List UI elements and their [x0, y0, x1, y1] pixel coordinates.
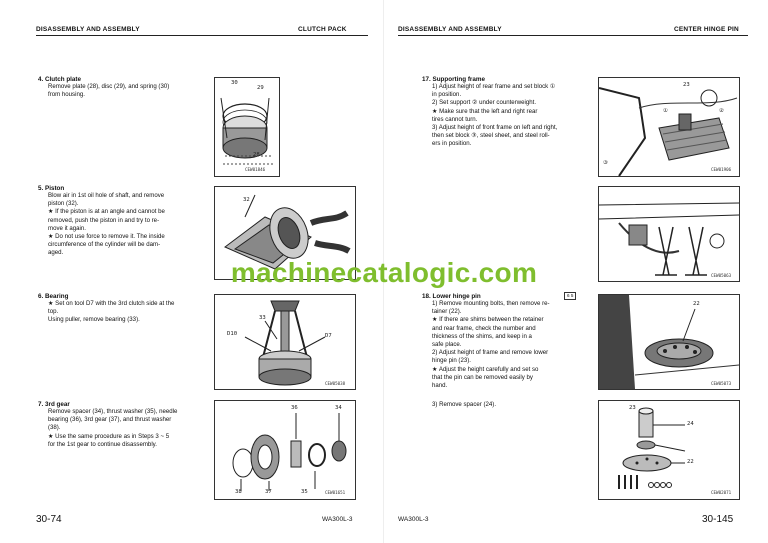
figure-caption: CEW05063: [711, 273, 732, 278]
part-label: 24: [687, 421, 694, 427]
figure-spacer: [598, 400, 740, 500]
step-text: Blow air in 1st oil hole of shaft, and remove piston (32). ★ If the piston is at an angle and cannot be removed, push the piston in and try to re- move it again. ★ Do not use force to remove it. The inside circumference of the cylinder will be dam- aged.: [48, 192, 165, 257]
page-number: 30-74: [36, 514, 62, 525]
figure-clutch-plate: [214, 77, 280, 177]
part-label: 32: [243, 197, 250, 203]
step-text: 1) Adjust height of rear frame and set block ① in position. 2) Set support ② under counterweight. ★ Make sure that the left and right rear tires cannot turn. 3) Adjust height of front frame on left and right, then set block ③, steel sheet, and steel roll- ers in position.: [432, 83, 558, 148]
figure-caption: CEW01846: [245, 167, 266, 172]
part-label: 22: [693, 301, 700, 307]
part-label: ②: [719, 108, 725, 114]
figure-caption: CEW01906: [711, 167, 732, 172]
section-header: DISASSEMBLY AND ASSEMBLY: [36, 26, 140, 33]
figure-lower-hinge-pin: [598, 294, 740, 390]
figure-caption: CEW02071: [711, 490, 732, 495]
part-label: 34: [335, 405, 342, 411]
figure-caption: CEW01651: [325, 490, 346, 495]
chapter-header: CENTER HINGE PIN: [674, 26, 739, 33]
step-text: 3) Remove spacer (24).: [432, 401, 497, 408]
step-text: Remove plate (28), disc (29), and spring (30) from housing.: [48, 83, 170, 99]
step-title: 7. 3rd gear: [38, 401, 70, 408]
figure-caption: CEW05038: [325, 381, 346, 386]
section-header: DISASSEMBLY AND ASSEMBLY: [398, 26, 502, 33]
part-label: D7: [325, 333, 332, 339]
step-title: 18. Lower hinge pin: [422, 293, 481, 300]
header-rule: [36, 35, 368, 36]
page-number: 30-145: [702, 514, 734, 525]
part-label: 23: [629, 405, 636, 411]
model-number: WA300L-3: [398, 516, 429, 523]
part-label: 28: [253, 152, 260, 158]
part-label: ③: [603, 160, 609, 166]
step-text: ★ Set on tool D7 with the 3rd clutch side at the top. Using puller, remove bearing (33).: [48, 300, 175, 324]
step-title: 6. Bearing: [38, 293, 69, 300]
part-label: 22: [687, 459, 694, 465]
step-title: 17. Supporting frame: [422, 76, 485, 83]
watermark: machinecatalogic.com: [230, 257, 538, 288]
step-title: 4. Clutch plate: [38, 76, 82, 83]
figure-supporting-frame: [598, 77, 740, 177]
model-number: WA300L-3: [322, 516, 353, 523]
part-label: 23: [683, 82, 690, 88]
part-label: 37: [265, 489, 272, 495]
header-rule: [398, 35, 748, 36]
step-title: 5. Piston: [38, 185, 65, 192]
step-text: Remove spacer (34), thrust washer (35), needle bearing (36), 3rd gear (37), and thrust washer (38). ★ Use the same procedure as in Steps 3 ~ 5 for the 1st gear to continue disassembly.: [48, 408, 178, 448]
figure-3rd-gear: [214, 400, 356, 500]
part-label: 36: [291, 405, 298, 411]
step-text: 1) Remove mounting bolts, then remove re- tainer (22). ★ If there are shims between the retainer and rear frame, check the number and thickness of the shims, and keep in a safe place. 2) Adjust height of frame and remove lower hinge pin (23). ★ Adjust the height carefully and set so that the pin can be removed easily by hand.: [432, 300, 550, 390]
part-label: 30: [231, 80, 238, 86]
chapter-header: CLUTCH PACK: [298, 26, 347, 33]
figure-caption: CEW05073: [711, 381, 732, 386]
part-label: ①: [663, 108, 669, 114]
part-label: 38: [235, 489, 242, 495]
part-label: 29: [257, 85, 264, 91]
figure-bearing: [214, 294, 356, 390]
part-label: 35: [301, 489, 308, 495]
part-label: D10: [227, 331, 238, 337]
part-label: 33: [259, 315, 266, 321]
reference-box: 6 5: [564, 292, 576, 300]
